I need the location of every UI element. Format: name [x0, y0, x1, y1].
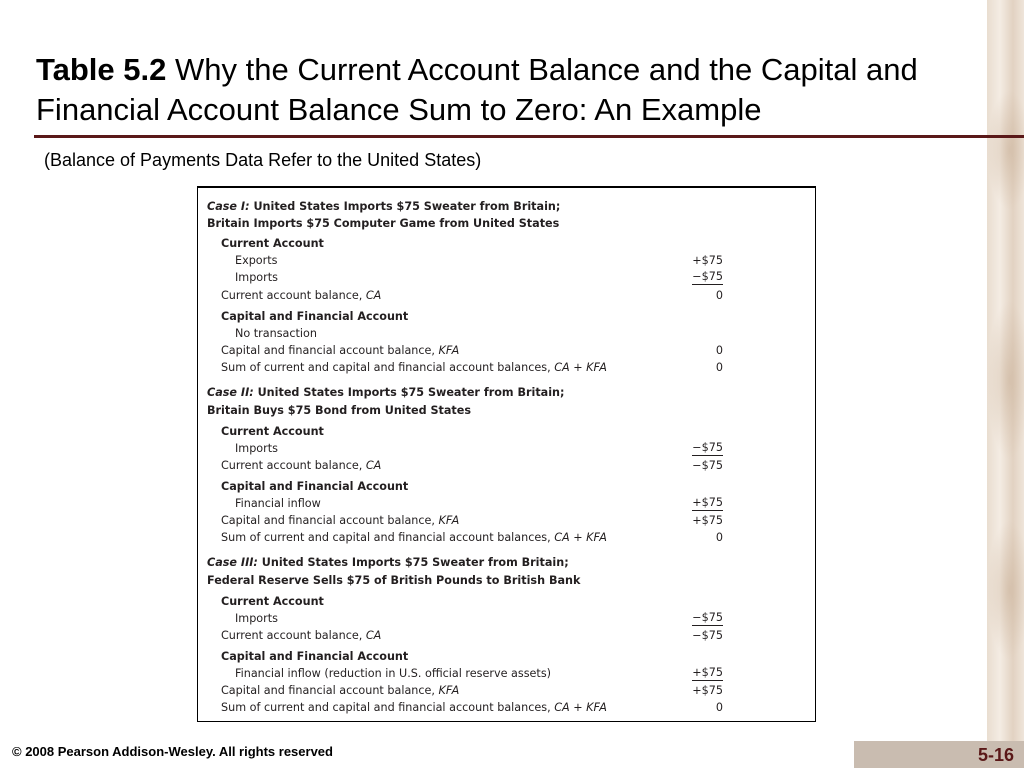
row-value: −$75: [692, 270, 723, 283]
row-label-text: United States Imports $75 Sweater from Britain;: [249, 200, 561, 213]
case-prefix: Case III:: [207, 556, 258, 569]
row-label-text: Current Account: [221, 595, 324, 608]
row-label-text: No transaction: [235, 327, 317, 340]
row-label-text: Financial inflow (reduction in U.S. official reserve assets): [235, 667, 552, 680]
row-label-text: Current Account: [221, 237, 324, 250]
table-number: Table 5.2: [36, 52, 167, 87]
row-label-text: Financial inflow: [235, 497, 321, 510]
table-row: [198, 458, 815, 474]
row-label: [207, 555, 569, 571]
row-label-text: Current account balance,: [221, 459, 366, 472]
row-label-symbol: KFA: [438, 684, 460, 697]
row-label-text: Capital and financial account balance,: [221, 344, 439, 357]
row-label-text: Imports: [235, 271, 278, 284]
row-label: [235, 611, 278, 627]
row-label-text: Current account balance,: [221, 289, 366, 302]
row-label: [221, 360, 607, 376]
page-number: 5-16: [977, 745, 1014, 765]
slide-title: [36, 50, 976, 130]
table-row: [198, 496, 815, 512]
row-label-text: Capital and financial account balance,: [221, 514, 439, 527]
row-label-symbol: KFA: [438, 344, 460, 357]
copyright-notice: © 2008 Pearson Addison-Wesley. All rights reserved: [12, 744, 333, 759]
row-label-text: Capital and Financial Account: [221, 310, 409, 323]
table-row: [198, 594, 815, 610]
row-label-text: Federal Reserve Sells $75 of British Pounds to British Bank: [207, 574, 581, 587]
row-value: 0: [715, 344, 723, 357]
row-label: [221, 700, 607, 716]
row-label: [235, 666, 551, 682]
table-row: [198, 441, 815, 457]
row-label: [221, 288, 381, 304]
row-label-text: Sum of current and capital and financial account balances,: [221, 361, 555, 374]
row-label: [221, 513, 459, 529]
row-label-text: Capital and Financial Account: [221, 650, 409, 663]
row-label: [221, 628, 381, 644]
row-label: [235, 441, 278, 457]
row-label-text: Imports: [235, 612, 278, 625]
row-label: [221, 479, 408, 495]
texture-fleck: [987, 520, 1024, 660]
row-label-text: Sum of current and capital and financial account balances,: [221, 531, 555, 544]
row-label-text: Britain Buys $75 Bond from United States: [207, 404, 472, 417]
row-value: +$75: [692, 254, 723, 267]
row-value: −$75: [692, 629, 723, 642]
table-row: [198, 649, 815, 665]
row-label-text: Britain Imports $75 Computer Game from United States: [207, 217, 560, 230]
slide-subtitle: (Balance of Payments Data Refer to the United States): [44, 150, 482, 170]
table-row: [198, 288, 815, 304]
row-label: [221, 683, 459, 699]
row-label-symbol: CA: [365, 629, 382, 642]
table-row: [198, 700, 815, 716]
table-row: [198, 424, 815, 440]
row-value: 0: [715, 361, 723, 374]
row-value: 0: [715, 531, 723, 544]
table-row: [198, 270, 815, 286]
row-label: [235, 253, 277, 269]
row-value: 0: [715, 289, 723, 302]
row-label-text: Imports: [235, 442, 278, 455]
table-row: [198, 573, 815, 589]
table-row: [198, 343, 815, 359]
table-row: [198, 683, 815, 699]
row-label: [207, 216, 559, 232]
row-label: [207, 199, 560, 215]
row-label-text: United States Imports $75 Sweater from Britain;: [253, 386, 565, 399]
table-row: [198, 199, 815, 215]
table-row: [198, 403, 815, 419]
row-label-text: United States Imports $75 Sweater from Britain;: [257, 556, 569, 569]
row-label: [235, 270, 278, 286]
case-prefix: Case I:: [207, 200, 250, 213]
table-row: [198, 253, 815, 269]
texture-fleck: [987, 300, 1024, 460]
table-row: [198, 360, 815, 376]
row-label: [221, 530, 607, 546]
table-row: [198, 513, 815, 529]
page-number-bar: [854, 741, 1024, 768]
row-label-symbol: CA + KFA: [554, 361, 607, 374]
row-label: [221, 594, 324, 610]
row-label: [221, 458, 381, 474]
table-row: [198, 611, 815, 627]
row-label-text: Capital and Financial Account: [221, 480, 409, 493]
row-label-text: Capital and financial account balance,: [221, 684, 439, 697]
row-label-text: Exports: [235, 254, 278, 267]
row-value: +$75: [692, 666, 723, 679]
row-label-symbol: CA + KFA: [554, 531, 607, 544]
table-row: [198, 628, 815, 644]
row-value: +$75: [692, 684, 723, 697]
title-text: Why the Current Account Balance and the Capital and Financial Account Balance Sum to Zero: An Example: [36, 52, 918, 127]
table-row: [198, 326, 815, 342]
row-label: [207, 385, 565, 401]
table-row: [198, 555, 815, 571]
row-label-symbol: KFA: [438, 514, 460, 527]
row-label: [221, 424, 324, 440]
case-prefix: Case II:: [207, 386, 254, 399]
balance-of-payments-table: [197, 186, 816, 722]
row-label: [207, 403, 471, 419]
row-label-symbol: CA + KFA: [554, 701, 607, 714]
row-label: [235, 496, 321, 512]
row-label: [221, 649, 408, 665]
decorative-side-strip: [987, 0, 1024, 768]
row-label: [207, 573, 580, 589]
row-value: 0: [715, 701, 723, 714]
row-value: +$75: [692, 496, 723, 509]
row-label: [235, 326, 317, 342]
row-value: −$75: [692, 441, 723, 454]
table-row: [198, 236, 815, 252]
row-label-symbol: CA: [365, 289, 382, 302]
table-row: [198, 309, 815, 325]
row-value: +$75: [692, 514, 723, 527]
row-label-text: Current account balance,: [221, 629, 366, 642]
table-row: [198, 385, 815, 401]
row-label: [221, 343, 459, 359]
table-row: [198, 666, 815, 682]
row-value: −$75: [692, 611, 723, 624]
row-label: [221, 309, 408, 325]
texture-fleck: [987, 90, 1024, 210]
row-label-symbol: CA: [365, 459, 382, 472]
table-row: [198, 216, 815, 232]
row-label-text: Sum of current and capital and financial account balances,: [221, 701, 555, 714]
title-divider: [34, 135, 1024, 138]
table-row: [198, 479, 815, 495]
row-label: [221, 236, 324, 252]
row-value: −$75: [692, 459, 723, 472]
table-row: [198, 530, 815, 546]
row-label-text: Current Account: [221, 425, 324, 438]
